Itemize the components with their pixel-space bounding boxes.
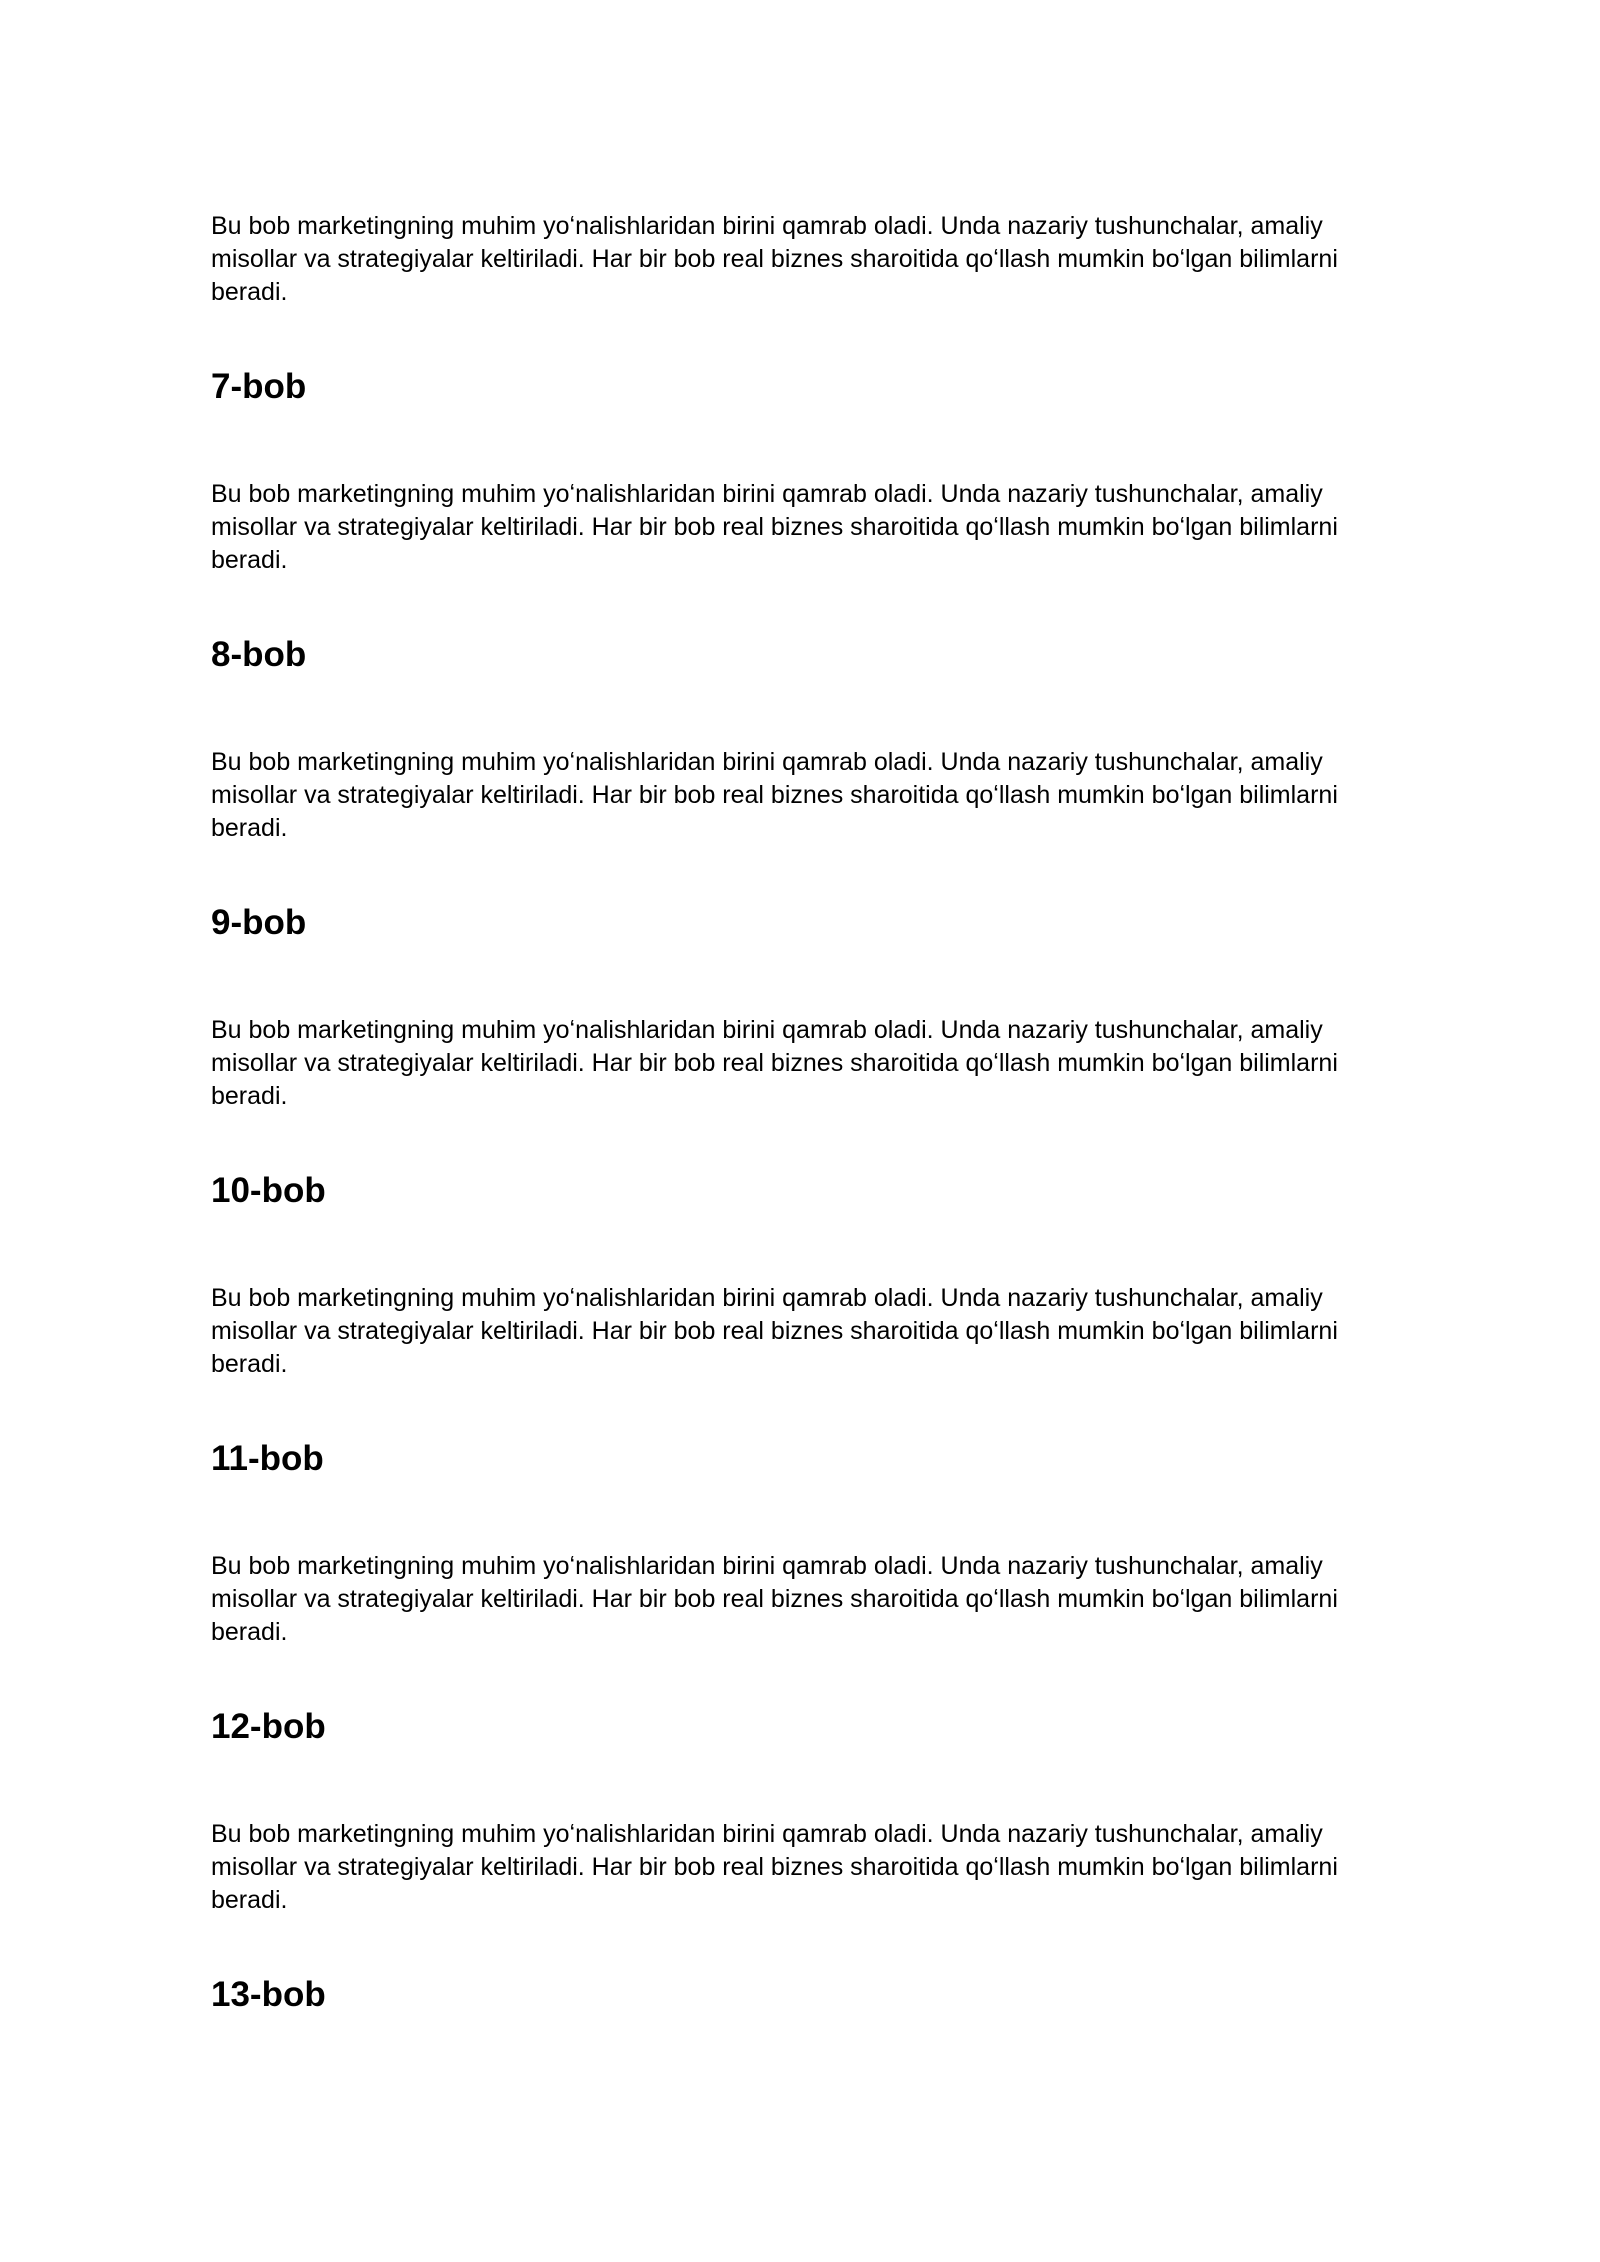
chapter-heading-12: 12-bob bbox=[211, 1707, 326, 1746]
chapter-heading-9: 9-bob bbox=[211, 903, 307, 942]
chapter-heading-8: 8-bob bbox=[211, 635, 307, 674]
chapter-heading-13: 13-bob bbox=[211, 1975, 326, 2014]
chapter-paragraph: Bu bob marketingning muhim yoʻnalishlaridan birini qamrab oladi. Unda nazariy tushunchalar, amaliy misollar va strategiyalar keltiriladi. Har bir bob real biznes sharoitida qoʻllash mumkin boʻlgan bilimlarni beradi. bbox=[211, 1284, 1338, 1378]
chapter-heading-7: 7-bob bbox=[211, 367, 307, 406]
chapter-heading-10: 10-bob bbox=[211, 1171, 326, 1210]
chapter-paragraph: Bu bob marketingning muhim yoʻnalishlaridan birini qamrab oladi. Unda nazariy tushunchalar, amaliy misollar va strategiyalar keltiriladi. Har bir bob real biznes sharoitida qoʻllash mumkin boʻlgan bilimlarni beradi. bbox=[211, 480, 1338, 574]
chapter-heading-11: 11-bob bbox=[211, 1439, 324, 1478]
chapter-paragraph: Bu bob marketingning muhim yoʻnalishlaridan birini qamrab oladi. Unda nazariy tushunchalar, amaliy misollar va strategiyalar keltiriladi. Har bir bob real biznes sharoitida qoʻllash mumkin boʻlgan bilimlarni beradi. bbox=[211, 1552, 1338, 1646]
document-page bbox=[211, 210, 1411, 2015]
chapter-paragraph: Bu bob marketingning muhim yoʻnalishlaridan birini qamrab oladi. Unda nazariy tushunchalar, amaliy misollar va strategiyalar keltiriladi. Har bir bob real biznes sharoitida qoʻllash mumkin boʻlgan bilimlarni beradi. bbox=[211, 748, 1338, 842]
chapter-paragraph: Bu bob marketingning muhim yoʻnalishlaridan birini qamrab oladi. Unda nazariy tushunchalar, amaliy misollar va strategiyalar keltiriladi. Har bir bob real biznes sharoitida qoʻllash mumkin boʻlgan bilimlarni beradi. bbox=[211, 1820, 1338, 1914]
chapter-paragraph: Bu bob marketingning muhim yoʻnalishlaridan birini qamrab oladi. Unda nazariy tushunchalar, amaliy misollar va strategiyalar keltiriladi. Har bir bob real biznes sharoitida qoʻllash mumkin boʻlgan bilimlarni beradi. bbox=[211, 212, 1338, 306]
chapter-paragraph: Bu bob marketingning muhim yoʻnalishlaridan birini qamrab oladi. Unda nazariy tushunchalar, amaliy misollar va strategiyalar keltiriladi. Har bir bob real biznes sharoitida qoʻllash mumkin boʻlgan bilimlarni beradi. bbox=[211, 1016, 1338, 1110]
